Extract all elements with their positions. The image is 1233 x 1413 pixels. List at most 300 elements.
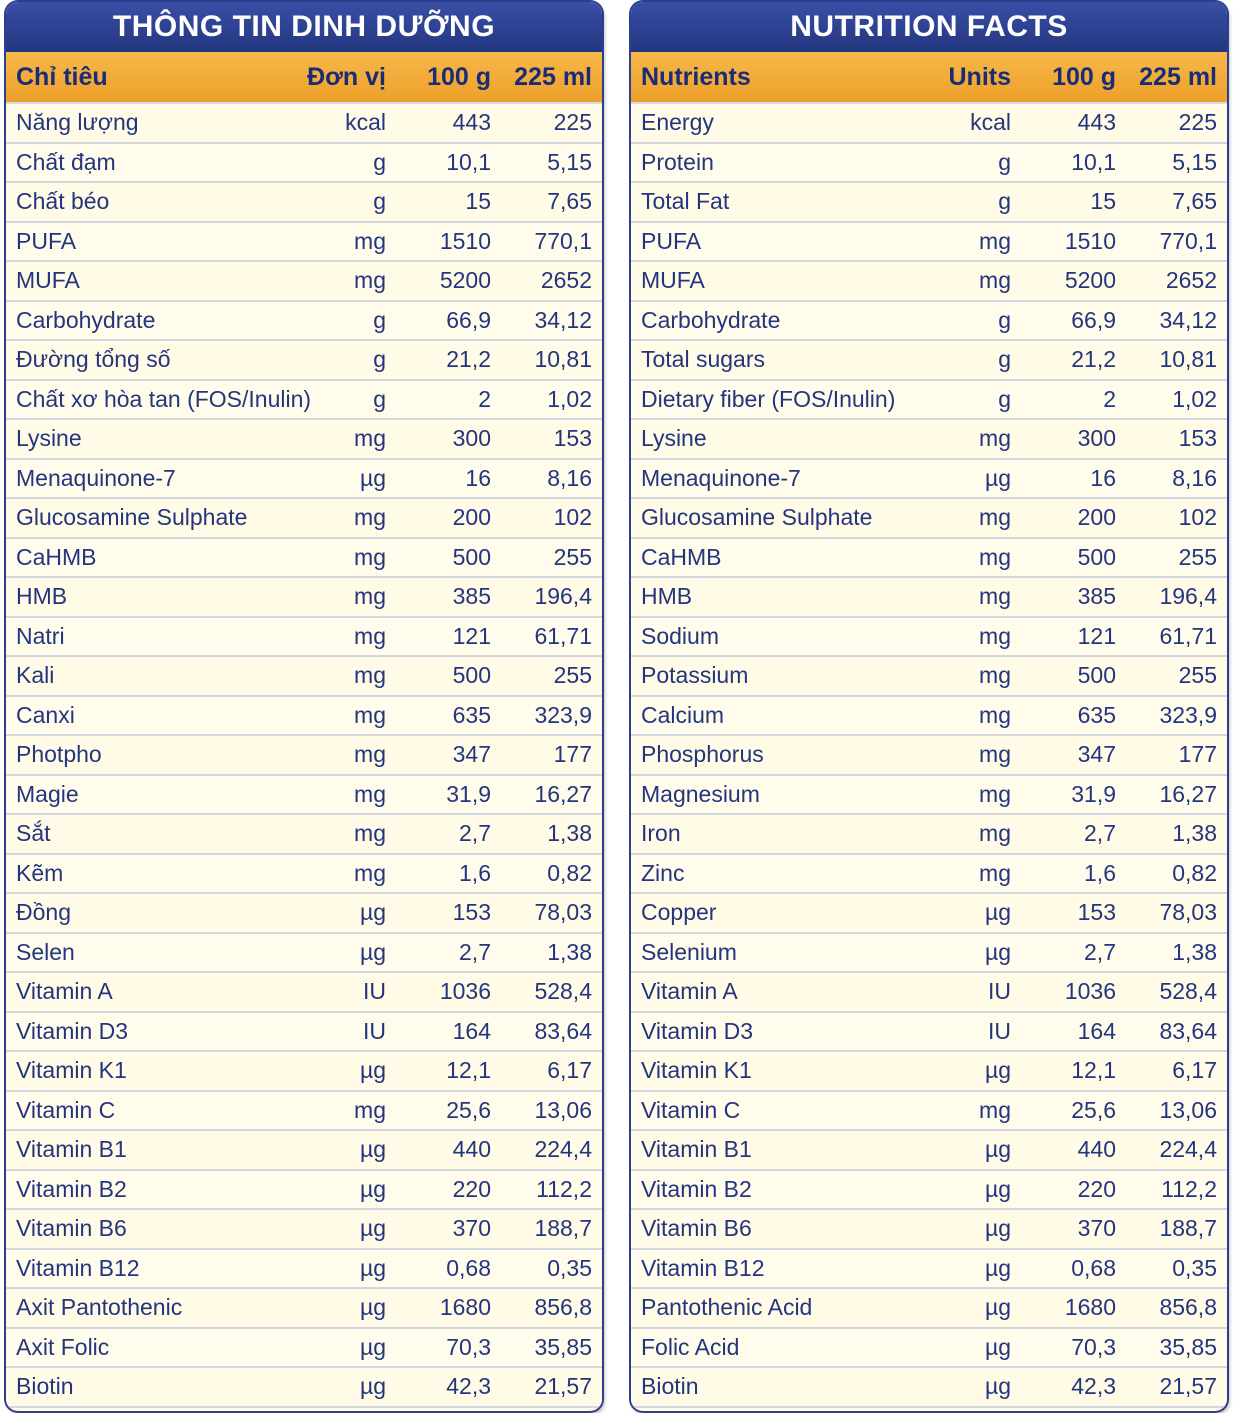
value-per-225ml: 1,02 — [547, 385, 592, 412]
value-per-100g: 370 — [452, 1215, 491, 1242]
value-per-225ml: 177 — [1178, 741, 1217, 768]
nutrient-name: Menaquinone-7 — [16, 464, 176, 491]
value-per-100g: 21,2 — [446, 346, 491, 373]
table-row — [6, 1052, 602, 1092]
unit-cell: µg — [984, 1373, 1011, 1400]
value-per-225ml: 1,38 — [547, 938, 592, 965]
value-per-225ml: 78,03 — [1159, 899, 1217, 926]
unit-cell: mg — [354, 622, 386, 649]
value-per-100g: 1680 — [439, 1294, 491, 1321]
value-per-225ml: 323,9 — [534, 701, 592, 728]
column-header-row — [6, 52, 602, 104]
value-per-100g: 347 — [1077, 741, 1116, 768]
nutrient-name: Total Fat — [641, 188, 730, 215]
table-row — [631, 1250, 1227, 1290]
table-row — [631, 183, 1227, 223]
unit-cell: µg — [984, 899, 1011, 926]
value-per-225ml: 78,03 — [534, 899, 592, 926]
nutrient-name: Selenium — [641, 938, 737, 965]
unit-cell: mg — [979, 859, 1011, 886]
unit-cell: mg — [354, 1096, 386, 1123]
value-per-225ml: 7,65 — [547, 188, 592, 215]
nutrient-name: Zinc — [641, 859, 685, 886]
value-per-100g: 25,6 — [446, 1096, 491, 1123]
unit-cell: µg — [359, 1057, 386, 1084]
value-per-225ml: 112,2 — [1161, 1175, 1217, 1202]
table-row — [631, 618, 1227, 658]
table-row — [6, 894, 602, 934]
table-row — [631, 736, 1227, 776]
value-per-225ml: 102 — [1178, 504, 1217, 531]
nutrient-name: Menaquinone-7 — [641, 464, 801, 491]
table-row — [6, 855, 602, 895]
value-per-100g: 443 — [1077, 109, 1116, 136]
value-per-100g: 370 — [1077, 1215, 1116, 1242]
unit-cell: mg — [354, 543, 386, 570]
value-per-100g: 2 — [1103, 385, 1116, 412]
value-per-225ml: 21,57 — [1159, 1373, 1217, 1400]
header-per-100g: 100 g — [427, 62, 491, 91]
value-per-100g: 200 — [452, 504, 491, 531]
nutrient-name: Vitamin B1 — [16, 1136, 127, 1163]
nutrient-name: Vitamin D3 — [641, 1017, 754, 1044]
value-per-100g: 25,6 — [1071, 1096, 1116, 1123]
value-per-100g: 500 — [1077, 543, 1116, 570]
value-per-225ml: 8,16 — [1172, 464, 1217, 491]
value-per-100g: 42,3 — [446, 1373, 491, 1400]
value-per-100g: 16 — [1090, 464, 1116, 491]
nutrient-name: Vitamin B6 — [641, 1215, 752, 1242]
nutrient-name: Potassium — [641, 662, 749, 689]
unit-cell: mg — [354, 425, 386, 452]
value-per-225ml: 196,4 — [1159, 583, 1217, 610]
value-per-100g: 164 — [452, 1017, 491, 1044]
unit-cell: mg — [354, 227, 386, 254]
value-per-100g: 121 — [452, 622, 491, 649]
value-per-225ml: 323,9 — [1159, 701, 1217, 728]
table-row — [6, 815, 602, 855]
unit-cell: kcal — [970, 109, 1011, 136]
unit-cell: g — [998, 346, 1011, 373]
unit-cell: g — [998, 188, 1011, 215]
table-row — [6, 1210, 602, 1250]
header-nutrient: Chỉ tiêu — [16, 62, 108, 91]
value-per-225ml: 10,81 — [1159, 346, 1217, 373]
value-per-100g: 500 — [452, 543, 491, 570]
unit-cell: µg — [359, 1215, 386, 1242]
value-per-225ml: 225 — [553, 109, 592, 136]
value-per-100g: 1,6 — [1084, 859, 1116, 886]
value-per-225ml: 83,64 — [1159, 1017, 1217, 1044]
value-per-100g: 70,3 — [446, 1333, 491, 1360]
value-per-100g: 5200 — [1064, 267, 1116, 294]
unit-cell: mg — [979, 583, 1011, 610]
value-per-100g: 300 — [1077, 425, 1116, 452]
value-per-100g: 1510 — [439, 227, 491, 254]
unit-cell: mg — [354, 701, 386, 728]
value-per-225ml: 196,4 — [534, 583, 592, 610]
value-per-100g: 300 — [452, 425, 491, 452]
value-per-225ml: 21,57 — [534, 1373, 592, 1400]
value-per-100g: 635 — [452, 701, 491, 728]
unit-cell: mg — [979, 425, 1011, 452]
table-row — [6, 1131, 602, 1171]
header-per-225ml: 225 ml — [514, 62, 592, 91]
value-per-225ml: 856,8 — [534, 1294, 592, 1321]
table-row — [631, 1013, 1227, 1053]
table-row — [6, 1171, 602, 1211]
table-row — [6, 1289, 602, 1329]
value-per-225ml: 35,85 — [534, 1333, 592, 1360]
table-row — [6, 578, 602, 618]
table-row — [631, 104, 1227, 144]
unit-cell: g — [373, 148, 386, 175]
value-per-225ml: 102 — [553, 504, 592, 531]
value-per-225ml: 61,71 — [1159, 622, 1217, 649]
nutrient-name: Sắt — [16, 820, 51, 847]
table-row — [6, 302, 602, 342]
nutrient-name: Iron — [641, 820, 681, 847]
table-row — [631, 855, 1227, 895]
value-per-225ml: 856,8 — [1159, 1294, 1217, 1321]
nutrient-name: PUFA — [16, 227, 77, 254]
table-title: THÔNG TIN DINH DƯỠNG — [6, 2, 602, 52]
nutrient-name: Kali — [16, 662, 55, 689]
value-per-225ml: 1,38 — [547, 820, 592, 847]
nutrient-name: Glucosamine Sulphate — [16, 504, 248, 531]
table-row — [631, 1131, 1227, 1171]
table-row — [6, 262, 602, 302]
nutrient-name: Biotin — [641, 1373, 699, 1400]
value-per-225ml: 255 — [553, 662, 592, 689]
value-per-100g: 1036 — [1064, 978, 1116, 1005]
unit-cell: µg — [359, 1254, 386, 1281]
unit-cell: mg — [354, 504, 386, 531]
value-per-225ml: 2652 — [540, 267, 592, 294]
value-per-225ml: 770,1 — [534, 227, 592, 254]
value-per-225ml: 5,15 — [1172, 148, 1217, 175]
value-per-225ml: 153 — [1178, 425, 1217, 452]
value-per-225ml: 0,35 — [1172, 1254, 1217, 1281]
value-per-100g: 70,3 — [1071, 1333, 1116, 1360]
value-per-100g: 1,6 — [459, 859, 491, 886]
unit-cell: µg — [359, 899, 386, 926]
unit-cell: mg — [979, 543, 1011, 570]
unit-cell: g — [373, 385, 386, 412]
nutrient-name: Magnesium — [641, 780, 760, 807]
nutrient-name: Năng lượng — [16, 109, 139, 136]
nutrient-name: Natri — [16, 622, 65, 649]
nutrient-name: MUFA — [641, 267, 705, 294]
value-per-100g: 385 — [452, 583, 491, 610]
table-row — [631, 776, 1227, 816]
value-per-225ml: 225 — [1178, 109, 1217, 136]
table-row — [6, 1250, 602, 1290]
value-per-100g: 2,7 — [1084, 820, 1116, 847]
value-per-225ml: 0,82 — [1172, 859, 1217, 886]
table-row — [631, 381, 1227, 421]
unit-cell: mg — [979, 1096, 1011, 1123]
value-per-225ml: 1,38 — [1172, 938, 1217, 965]
value-per-225ml: 6,17 — [1172, 1057, 1217, 1084]
value-per-100g: 121 — [1077, 622, 1116, 649]
table-row — [631, 1368, 1227, 1408]
unit-cell: µg — [359, 1294, 386, 1321]
nutrient-name: Carbohydrate — [16, 306, 156, 333]
value-per-225ml: 16,27 — [534, 780, 592, 807]
nutrient-name: Vitamin A — [16, 978, 113, 1005]
table-title: NUTRITION FACTS — [631, 2, 1227, 52]
value-per-100g: 12,1 — [446, 1057, 491, 1084]
nutrient-name: Glucosamine Sulphate — [641, 504, 873, 531]
nutrient-name: Vitamin C — [641, 1096, 741, 1123]
table-row — [631, 1171, 1227, 1211]
header-nutrient: Nutrients — [641, 62, 751, 91]
unit-cell: mg — [979, 227, 1011, 254]
table-row — [6, 973, 602, 1013]
nutrition-table-english — [631, 2, 1227, 1411]
value-per-100g: 12,1 — [1071, 1057, 1116, 1084]
unit-cell: kcal — [345, 109, 386, 136]
unit-cell: mg — [979, 701, 1011, 728]
value-per-225ml: 188,7 — [534, 1215, 592, 1242]
nutrient-name: Lysine — [16, 425, 82, 452]
unit-cell: µg — [359, 938, 386, 965]
nutrient-name: Chất xơ hòa tan (FOS/Inulin) — [16, 385, 312, 412]
value-per-100g: 500 — [452, 662, 491, 689]
value-per-100g: 385 — [1077, 583, 1116, 610]
value-per-100g: 443 — [452, 109, 491, 136]
table-row — [631, 1329, 1227, 1369]
value-per-100g: 2,7 — [459, 820, 491, 847]
value-per-225ml: 770,1 — [1159, 227, 1217, 254]
header-unit: Units — [948, 62, 1011, 91]
nutrient-name: HMB — [641, 583, 693, 610]
table-row — [631, 1092, 1227, 1132]
table-row — [631, 539, 1227, 579]
table-row — [6, 499, 602, 539]
table-row — [6, 341, 602, 381]
value-per-225ml: 1,38 — [1172, 820, 1217, 847]
nutrient-name: PUFA — [641, 227, 702, 254]
table-row — [6, 934, 602, 974]
value-per-225ml: 1,02 — [1172, 385, 1217, 412]
table-row — [631, 1052, 1227, 1092]
unit-cell: mg — [354, 583, 386, 610]
value-per-225ml: 7,65 — [1172, 188, 1217, 215]
nutrient-name: CaHMB — [641, 543, 722, 570]
value-per-225ml: 224,4 — [1159, 1136, 1217, 1163]
value-per-100g: 15 — [1090, 188, 1116, 215]
value-per-100g: 10,1 — [446, 148, 491, 175]
unit-cell: µg — [359, 1136, 386, 1163]
table-row — [631, 657, 1227, 697]
table-row — [6, 657, 602, 697]
value-per-100g: 66,9 — [1071, 306, 1116, 333]
value-per-100g: 153 — [452, 899, 491, 926]
table-row — [631, 262, 1227, 302]
unit-cell: mg — [979, 504, 1011, 531]
nutrient-name: Sodium — [641, 622, 719, 649]
table-row — [631, 578, 1227, 618]
unit-cell: g — [373, 188, 386, 215]
unit-cell: µg — [984, 1215, 1011, 1242]
nutrient-name: Folic Acid — [641, 1333, 740, 1360]
value-per-225ml: 528,4 — [534, 978, 592, 1005]
nutrient-name: Lysine — [641, 425, 707, 452]
header-per-225ml: 225 ml — [1139, 62, 1217, 91]
value-per-225ml: 35,85 — [1159, 1333, 1217, 1360]
value-per-100g: 2,7 — [1084, 938, 1116, 965]
unit-cell: mg — [354, 267, 386, 294]
nutrient-name: Vitamin B1 — [641, 1136, 752, 1163]
header-per-100g: 100 g — [1052, 62, 1116, 91]
value-per-100g: 0,68 — [1071, 1254, 1116, 1281]
value-per-225ml: 34,12 — [534, 306, 592, 333]
table-row — [631, 302, 1227, 342]
nutrient-name: Chất béo — [16, 188, 110, 215]
nutrient-name: Vitamin B2 — [641, 1175, 752, 1202]
value-per-100g: 1680 — [1064, 1294, 1116, 1321]
unit-cell: µg — [984, 1294, 1011, 1321]
table-row — [6, 1092, 602, 1132]
value-per-100g: 153 — [1077, 899, 1116, 926]
table-row — [6, 1013, 602, 1053]
unit-cell: g — [998, 306, 1011, 333]
nutrient-rows — [631, 104, 1227, 1408]
nutrient-name: Total sugars — [641, 346, 766, 373]
value-per-225ml: 5,15 — [547, 148, 592, 175]
nutrient-name: Energy — [641, 109, 714, 136]
value-per-225ml: 6,17 — [547, 1057, 592, 1084]
column-header-row — [631, 52, 1227, 104]
unit-cell: µg — [359, 1333, 386, 1360]
table-row — [6, 1329, 602, 1369]
value-per-225ml: 224,4 — [534, 1136, 592, 1163]
value-per-225ml: 255 — [553, 543, 592, 570]
nutrient-name: Vitamin B12 — [641, 1254, 765, 1281]
header-unit: Đơn vị — [307, 62, 386, 91]
nutrition-table-vietnamese — [6, 2, 602, 1411]
value-per-225ml: 0,35 — [547, 1254, 592, 1281]
nutrient-name: Vitamin K1 — [641, 1057, 752, 1084]
nutrient-name: Copper — [641, 899, 717, 926]
value-per-100g: 220 — [1077, 1175, 1116, 1202]
value-per-100g: 440 — [1077, 1136, 1116, 1163]
value-per-225ml: 61,71 — [534, 622, 592, 649]
table-row — [6, 144, 602, 184]
unit-cell: mg — [354, 820, 386, 847]
unit-cell: mg — [354, 859, 386, 886]
value-per-100g: 1036 — [439, 978, 491, 1005]
value-per-100g: 5200 — [439, 267, 491, 294]
value-per-225ml: 255 — [1178, 543, 1217, 570]
value-per-100g: 2,7 — [459, 938, 491, 965]
value-per-100g: 220 — [452, 1175, 491, 1202]
unit-cell: µg — [359, 464, 386, 491]
value-per-100g: 1510 — [1064, 227, 1116, 254]
value-per-225ml: 13,06 — [534, 1096, 592, 1123]
nutrient-name: Selen — [16, 938, 75, 965]
table-row — [631, 697, 1227, 737]
nutrient-name: Đường tổng số — [16, 346, 171, 373]
nutrient-name: Axit Pantothenic — [16, 1294, 183, 1321]
unit-cell: mg — [354, 741, 386, 768]
value-per-100g: 164 — [1077, 1017, 1116, 1044]
unit-cell: µg — [984, 464, 1011, 491]
table-row — [6, 104, 602, 144]
value-per-100g: 21,2 — [1071, 346, 1116, 373]
value-per-100g: 200 — [1077, 504, 1116, 531]
value-per-100g: 440 — [452, 1136, 491, 1163]
table-row — [631, 894, 1227, 934]
nutrient-name: Dietary fiber (FOS/Inulin) — [641, 385, 896, 412]
table-row — [6, 1368, 602, 1408]
value-per-100g: 10,1 — [1071, 148, 1116, 175]
value-per-225ml: 0,82 — [547, 859, 592, 886]
unit-cell: IU — [988, 1017, 1011, 1044]
table-row — [6, 223, 602, 263]
nutrient-name: Đồng — [16, 899, 71, 926]
table-row — [631, 1289, 1227, 1329]
table-row — [631, 934, 1227, 974]
nutrient-name: Protein — [641, 148, 714, 175]
nutrient-name: Vitamin A — [641, 978, 738, 1005]
table-row — [631, 144, 1227, 184]
value-per-225ml: 188,7 — [1159, 1215, 1217, 1242]
value-per-225ml: 34,12 — [1159, 306, 1217, 333]
nutrient-name: Phosphorus — [641, 741, 764, 768]
value-per-100g: 500 — [1077, 662, 1116, 689]
value-per-225ml: 83,64 — [534, 1017, 592, 1044]
value-per-100g: 31,9 — [1071, 780, 1116, 807]
unit-cell: mg — [979, 820, 1011, 847]
table-row — [6, 736, 602, 776]
value-per-225ml: 153 — [553, 425, 592, 452]
nutrient-name: Vitamin B12 — [16, 1254, 140, 1281]
value-per-100g: 42,3 — [1071, 1373, 1116, 1400]
value-per-100g: 15 — [465, 188, 491, 215]
table-row — [631, 499, 1227, 539]
unit-cell: µg — [359, 1175, 386, 1202]
nutrient-name: Chất đạm — [16, 148, 116, 175]
unit-cell: µg — [984, 1136, 1011, 1163]
nutrient-name: Kẽm — [16, 859, 64, 886]
unit-cell: µg — [359, 1373, 386, 1400]
unit-cell: mg — [979, 622, 1011, 649]
unit-cell: g — [373, 346, 386, 373]
nutrient-name: Photpho — [16, 741, 102, 768]
value-per-225ml: 8,16 — [547, 464, 592, 491]
table-row — [631, 341, 1227, 381]
value-per-225ml: 528,4 — [1159, 978, 1217, 1005]
value-per-100g: 2 — [478, 385, 491, 412]
table-row — [6, 381, 602, 421]
table-row — [6, 420, 602, 460]
value-per-225ml: 13,06 — [1159, 1096, 1217, 1123]
nutrient-name: CaHMB — [16, 543, 97, 570]
unit-cell: mg — [979, 780, 1011, 807]
table-row — [631, 420, 1227, 460]
unit-cell: mg — [354, 662, 386, 689]
table-row — [6, 776, 602, 816]
table-row — [6, 460, 602, 500]
nutrient-rows — [6, 104, 602, 1408]
unit-cell: µg — [984, 1057, 1011, 1084]
nutrient-name: Vitamin D3 — [16, 1017, 129, 1044]
nutrient-name: Calcium — [641, 701, 725, 728]
unit-cell: mg — [979, 741, 1011, 768]
